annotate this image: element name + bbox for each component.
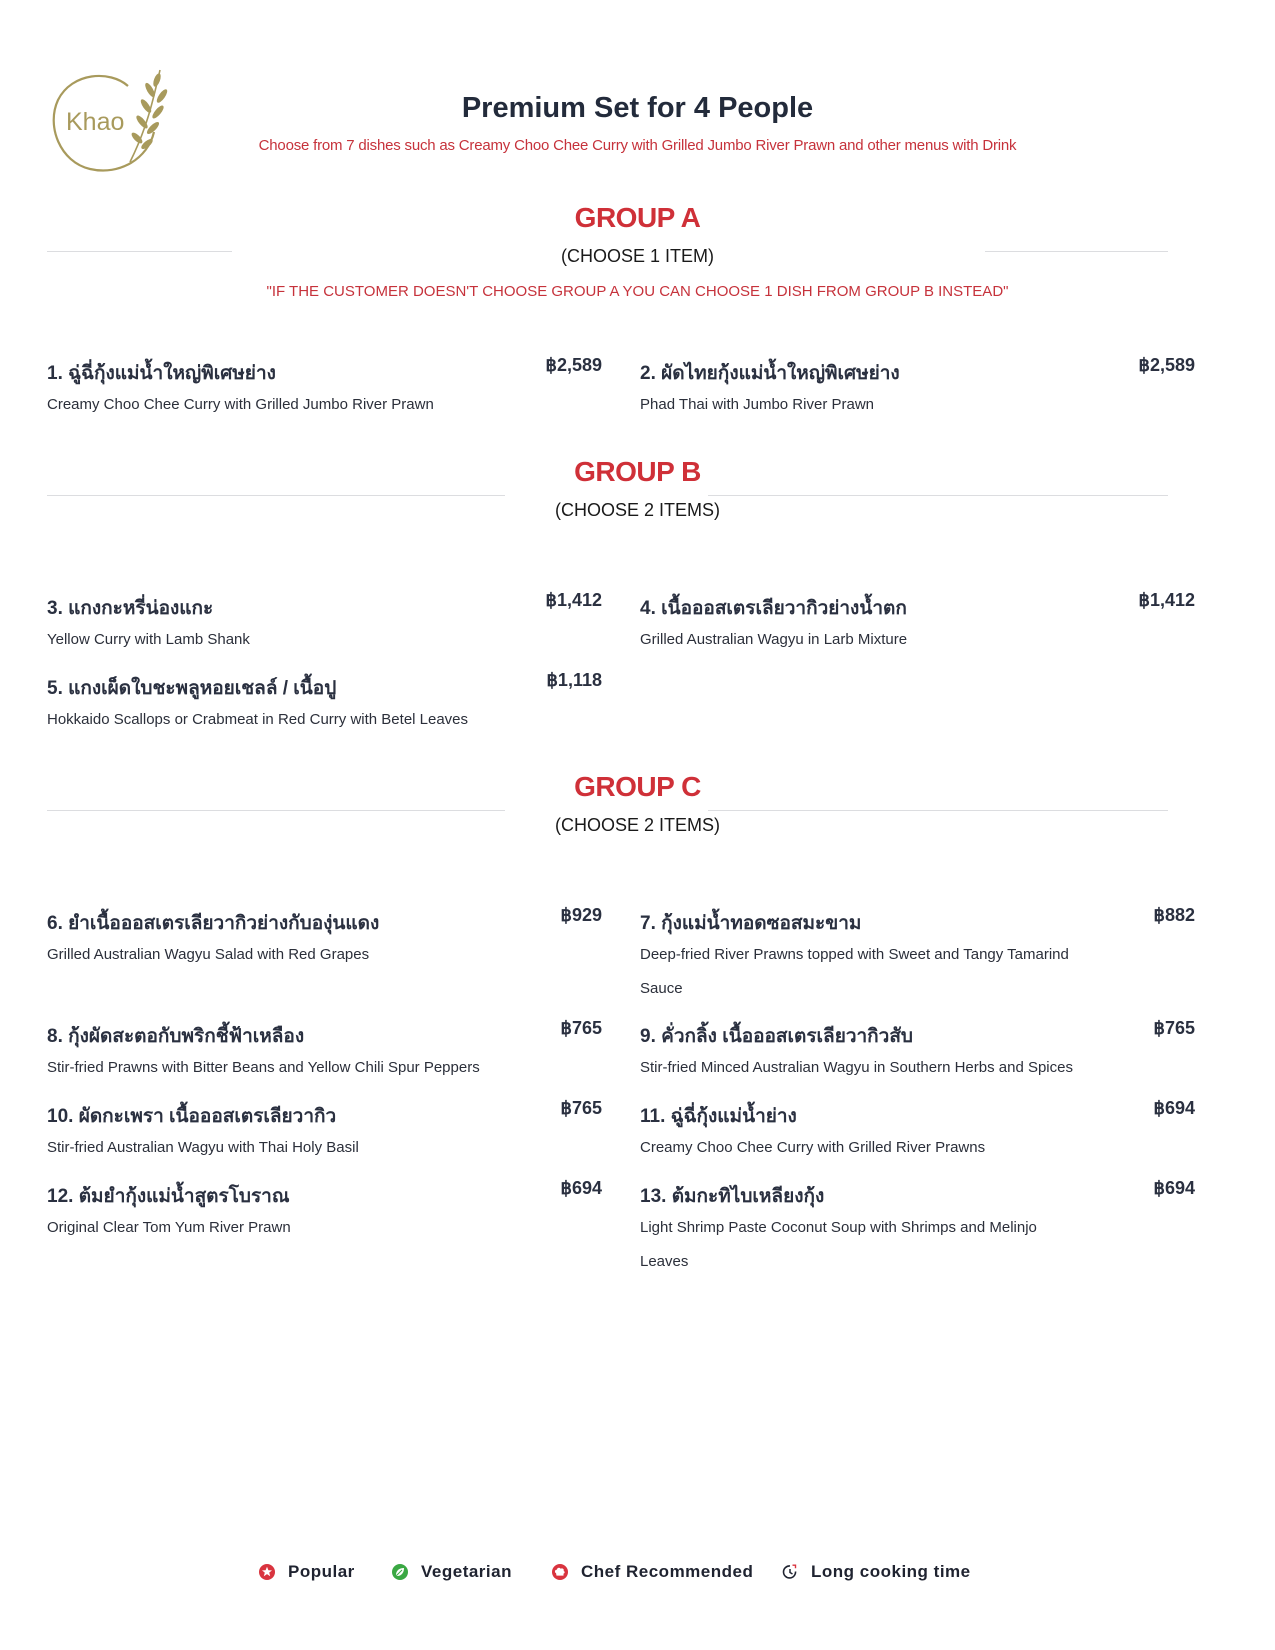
item-name: 4. เนื้อออสเตรเลียวากิวย่างน้ำตก — [640, 598, 907, 619]
chef-hat-icon — [551, 1563, 569, 1581]
group-a-note: "IF THE CUSTOMER DOESN'T CHOOSE GROUP A YOU CAN CHOOSE 1 DISH FROM GROUP B INSTEAD" — [266, 283, 1009, 300]
khao-logo — [50, 66, 178, 184]
item-price: ฿765 — [560, 1098, 602, 1118]
item-price: ฿929 — [560, 905, 602, 925]
item-price: ฿2,589 — [1138, 355, 1195, 375]
item-price: ฿1,412 — [545, 590, 602, 610]
item-description: Stir-fried Prawns with Bitter Beans and Yellow Chili Spur Peppers — [47, 1059, 480, 1076]
item-name: 2. ผัดไทยกุ้งแม่น้ำใหญ่พิเศษย่าง — [640, 363, 900, 384]
legend-popular — [258, 1562, 355, 1582]
group-a-choose: (CHOOSE 1 ITEM) — [560, 246, 714, 266]
item-price: ฿2,589 — [545, 355, 602, 375]
item-name: 10. ผัดกะเพรา เนื้อออสเตรเลียวากิว — [47, 1106, 337, 1127]
group-a-title: GROUP A — [574, 202, 701, 233]
item-price: ฿1,118 — [546, 670, 602, 690]
page-subtitle: Choose from 7 dishes such as Creamy Choo Chee Curry with Grilled Jumbo River Prawn and other menus with Drink — [258, 137, 1017, 154]
item-price: ฿1,412 — [1138, 590, 1195, 610]
item-name: 7. กุ้งแม่น้ำทอดซอสมะขาม — [640, 913, 862, 934]
item-price: ฿765 — [560, 1018, 602, 1038]
item-price: ฿765 — [1153, 1018, 1195, 1038]
item-description: Phad Thai with Jumbo River Prawn — [640, 396, 874, 413]
leaf-icon — [391, 1563, 409, 1581]
item-price: ฿694 — [1153, 1178, 1195, 1198]
item-name: 13. ต้มกะทิไบเหลียงกุ้ง — [640, 1186, 825, 1207]
item-price: ฿694 — [560, 1178, 602, 1198]
item-description: Stir-fried Australian Wagyu with Thai Holy Basil — [47, 1139, 359, 1156]
page-title: Premium Set for 4 People — [461, 92, 814, 124]
item-name: 3. แกงกะหรี่น่องแกะ — [47, 598, 214, 619]
timer-icon — [781, 1563, 799, 1581]
item-name: 6. ยำเนื้อออสเตรเลียวากิวย่างกับองุ่นแดง — [47, 913, 380, 934]
logo-wordmark: Khao — [66, 108, 125, 136]
legend-chef-recommended — [551, 1562, 753, 1582]
divider — [47, 810, 505, 811]
group-b-title: GROUP B — [574, 456, 701, 487]
item-name: 5. แกงเผ็ดใบชะพลูหอยเชลล์ / เนื้อปู — [47, 678, 337, 699]
item-name: 9. คั่วกลิ้ง เนื้อออสเตรเลียวากิวสับ — [640, 1026, 913, 1047]
item-description: Creamy Choo Chee Curry with Grilled River Prawns — [640, 1139, 986, 1156]
item-description: Grilled Australian Wagyu in Larb Mixture — [640, 631, 908, 648]
divider — [708, 810, 1168, 811]
item-name: 11. ฉู่ฉี่กุ้งแม่น้ำย่าง — [640, 1106, 797, 1127]
group-c-title: GROUP C — [574, 771, 701, 802]
legend-label: Vegetarian — [421, 1562, 512, 1581]
item-name: 12. ต้มยำกุ้งแม่น้ำสูตรโบราณ — [47, 1186, 290, 1207]
item-description: Yellow Curry with Lamb Shank — [47, 631, 250, 648]
legend-label: Popular — [288, 1562, 355, 1581]
item-price: ฿694 — [1153, 1098, 1195, 1118]
item-description: Original Clear Tom Yum River Prawn — [47, 1219, 291, 1236]
item-price: ฿882 — [1153, 905, 1195, 925]
item-description: Hokkaido Scallops or Crabmeat in Red Curry with Betel Leaves — [47, 711, 469, 728]
item-name: 1. ฉู่ฉี่กุ้งแม่น้ำใหญ่พิเศษย่าง — [47, 363, 276, 384]
legend-long-cooking — [781, 1562, 971, 1582]
group-b-choose: (CHOOSE 2 ITEMS) — [554, 500, 720, 520]
legend-vegetarian — [391, 1562, 512, 1582]
item-description: Light Shrimp Paste Coconut Soup with Shrimps and Melinjo Leaves — [640, 1219, 1037, 1270]
group-c-choose: (CHOOSE 2 ITEMS) — [554, 815, 720, 835]
item-description: Grilled Australian Wagyu Salad with Red Grapes — [47, 946, 370, 963]
item-name: 8. กุ้งผัดสะตอกับพริกชี้ฟ้าเหลือง — [47, 1026, 305, 1047]
divider — [47, 495, 505, 496]
item-description: Creamy Choo Chee Curry with Grilled Jumbo River Prawn — [47, 396, 434, 413]
item-description: Stir-fried Minced Australian Wagyu in Southern Herbs and Spices — [640, 1059, 1073, 1076]
legend — [0, 1562, 1275, 1590]
legend-label: Long cooking time — [811, 1562, 971, 1581]
divider — [708, 495, 1168, 496]
item-description: Deep-fried River Prawns topped with Sweet and Tangy Tamarind Sauce — [640, 946, 1069, 997]
popular-icon — [258, 1563, 276, 1581]
legend-label: Chef Recommended — [581, 1562, 754, 1581]
